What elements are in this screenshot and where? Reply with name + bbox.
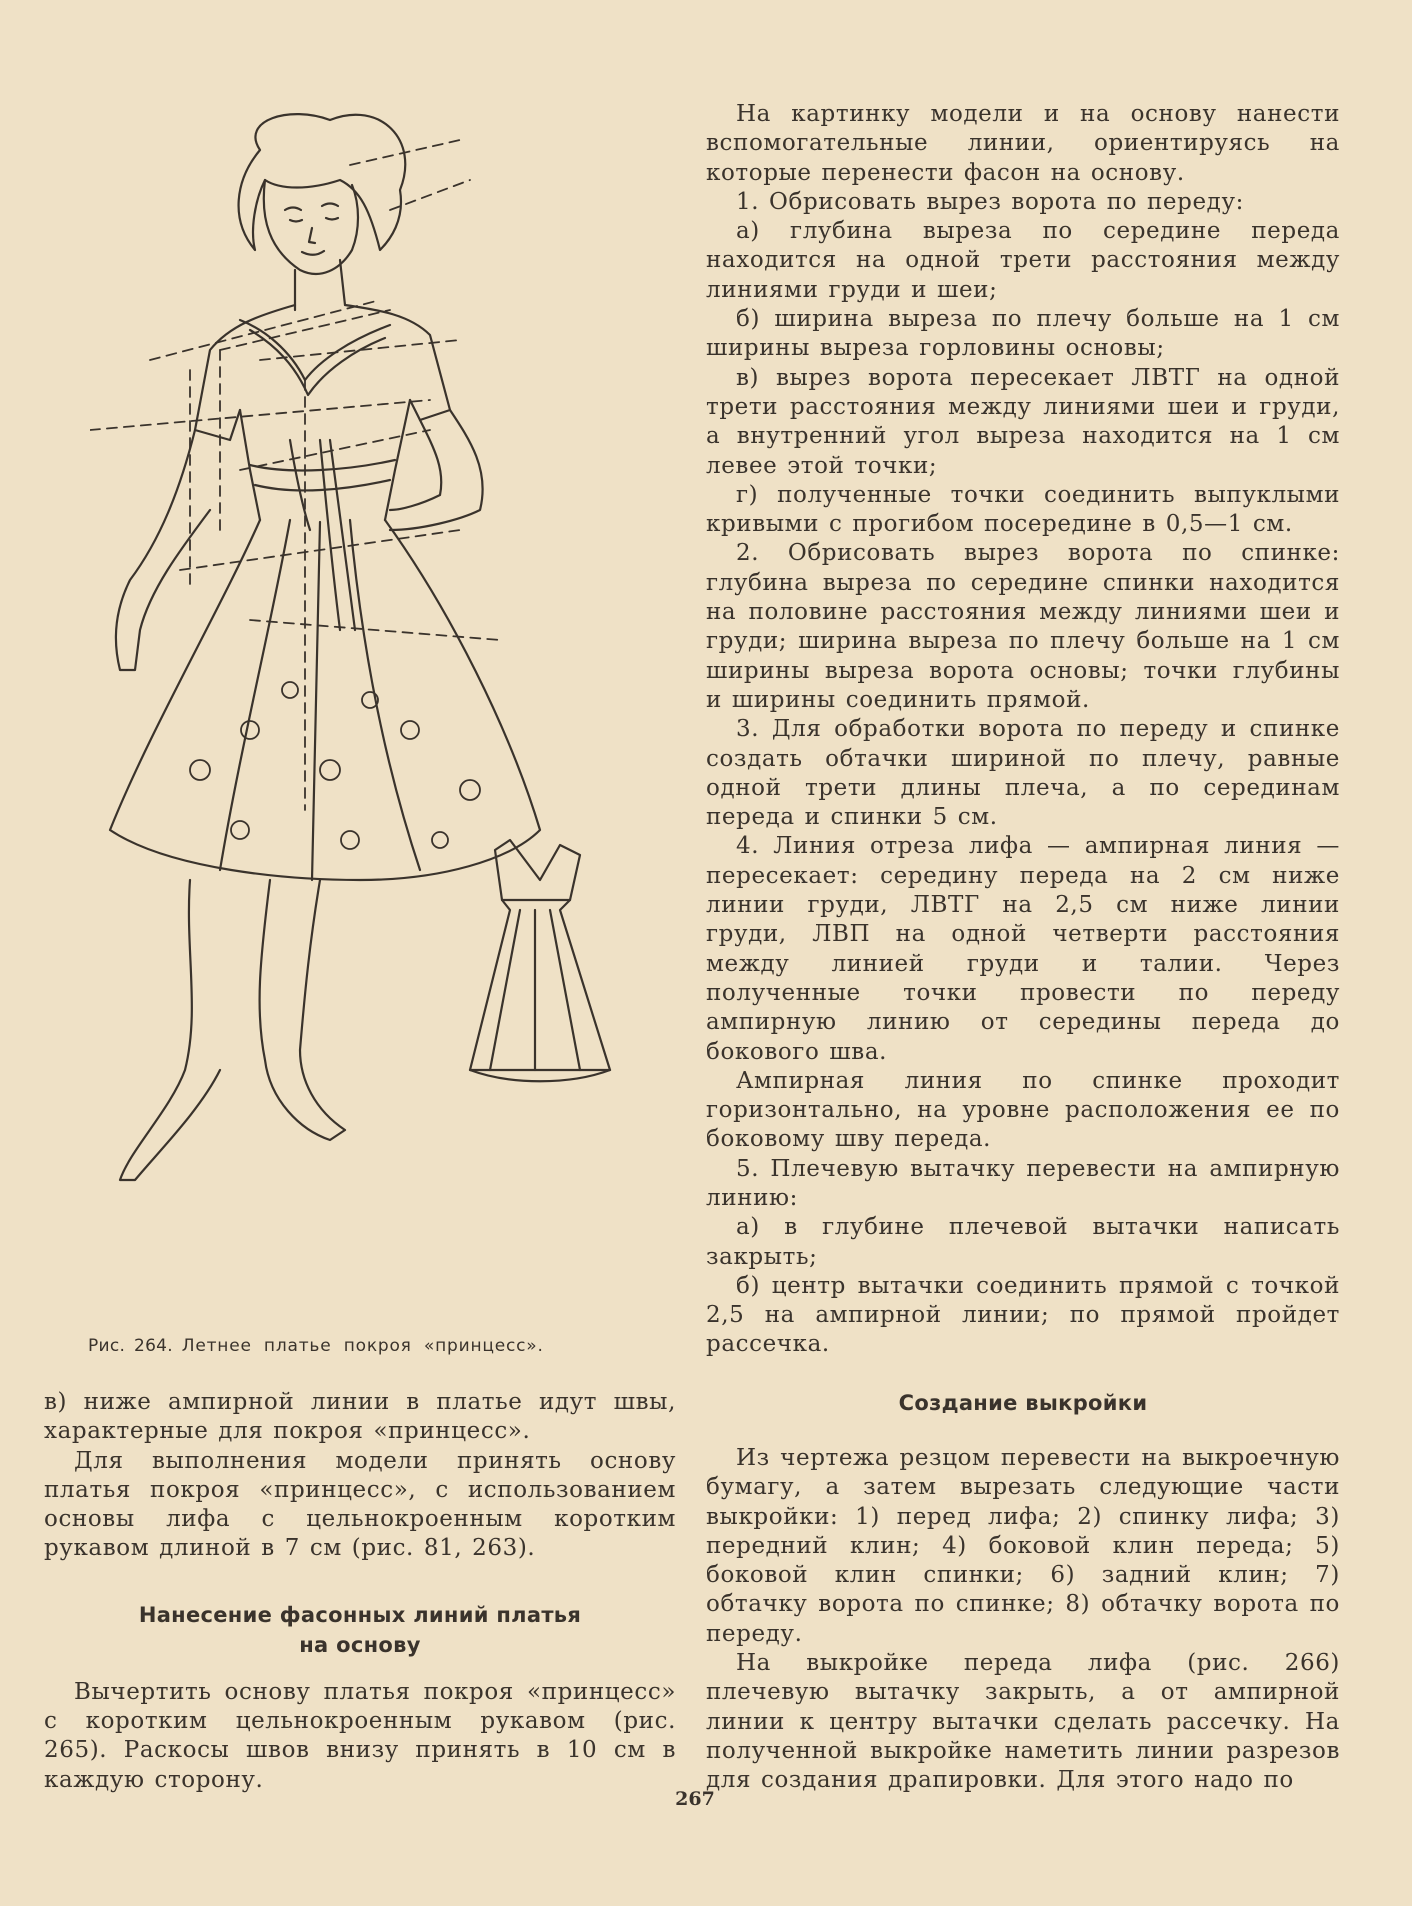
right-paragraph-7: 2. Обрисовать вырез ворота по спинке: глубина выреза по середине спинки находится на половине расстояния между линиями шеи и груди; ширина выреза по плечу больше на 1 см ширины выреза ворота основы; точки глубины и ширины соединить прямой. xyxy=(706,540,1340,713)
right-paragraph-4: б) ширина выреза по плечу больше на 1 см ширины выреза горловины основы; xyxy=(706,306,1340,362)
left-paragraph-2: Для выполнения модели принять основу платья покроя «принцесс», с использованием основы лифа с цельнокроенным коротким рукавом длиной в 7 см (рис. 81, 263). xyxy=(44,1447,676,1562)
figure-caption-title: Летнее платье покроя «принцесс». xyxy=(181,1336,544,1356)
right-paragraph-12: а) в глубине плечевой вытачки написать закрыть; xyxy=(706,1214,1340,1270)
figure-caption-number: Рис. 264. xyxy=(88,1336,174,1356)
section-heading-right: Создание выкройки xyxy=(898,1391,1148,1415)
right-paragraph-6: г) полученные точки соединить выпуклыми кривыми с прогибом посередине в 0,5—1 см. xyxy=(706,481,1340,538)
left-column xyxy=(44,1388,676,1795)
left-paragraph-1: в) ниже ампирной линии в платье идут швы, характерные для покроя «принцесс». xyxy=(44,1389,676,1445)
right-paragraph-10: Ампирная линия по спинке проходит горизонтально, на уровне расположения ее по боковому шву переда. xyxy=(706,1067,1340,1153)
right-paragraph-8: 3. Для обработки ворота по переду и спинке создать обтачки шириной по плечу, равные одной трети длины плеча, а по серединам переда и спинки 5 см. xyxy=(706,716,1340,831)
section-heading-left: Нанесение фасонных линий платья на основу xyxy=(138,1602,582,1657)
right-paragraph-11: 5. Плечевую вытачку перевести на ампирную линию: xyxy=(706,1155,1340,1211)
right-paragraph-2: 1. Обрисовать вырез ворота по переду: xyxy=(736,188,1244,215)
left-paragraph-3: Вычертить основу платья покроя «принцесс» с коротким цельнокроенным рукавом (рис. 265). Раскосы швов внизу принять в 10 см в каждую сторону. xyxy=(44,1678,676,1793)
right-column xyxy=(706,100,1340,1360)
page-number: 267 xyxy=(675,1788,715,1810)
right-paragraph-15: На выкройке переда лифа (рис. 266) плечевую вытачку закрыть, а от ампирной линии к центру вытачки сделать рассечку. На полученной выкройке наметить линии разрезов для создания драпировки. Для этого надо по xyxy=(706,1650,1340,1794)
dress-back-view xyxy=(470,840,610,1081)
right-column-lower xyxy=(706,1388,1340,1796)
right-paragraph-9: 4. Линия отреза лифа — ампирная линия — пересекает: середину переда на 2 см ниже линии груди, ЛВТГ на 2,5 см ниже линии груди, ЛВП на одной четверти расстояния между линией груди и талии. Через полученные точки провести по переду ампирную линию от середины переда до бокового шва. xyxy=(706,833,1340,1065)
right-paragraph-14: Из чертежа резцом перевести на выкроечную бумагу, а затем вырезать следующие части выкройки: 1) перед лифа; 2) спинку лифа; 3) передний клин; 4) боковой клин переда; 5) боковой клин спинки; 6) задний клин; 7) обтачку ворота по спинке; 8) обтачку ворота по переду. xyxy=(706,1445,1340,1647)
face-outline xyxy=(264,180,358,274)
dress-illustration xyxy=(90,110,650,1330)
figure-caption xyxy=(88,1336,688,1356)
right-paragraph-13: б) центр вытачки соединить прямой с точкой 2,5 на ампирной линии; по прямой пройдет рассечка. xyxy=(706,1272,1340,1358)
skirt-outline xyxy=(110,520,540,880)
hair-outline xyxy=(239,114,406,250)
right-paragraph-3: а) глубина выреза по середине переда находится на одной трети расстояния между линиями груди и шеи; xyxy=(706,218,1340,303)
right-paragraph-1: На картинку модели и на основу нанести вспомогательные линии, ориентируясь на которые перенести фасон на основу. xyxy=(706,101,1340,186)
right-paragraph-5: в) вырез ворота пересекает ЛВТГ на одной трети расстояния между линиями шеи и груди, а внутренний угол выреза находится на 1 см левее этой точки; xyxy=(706,364,1340,479)
